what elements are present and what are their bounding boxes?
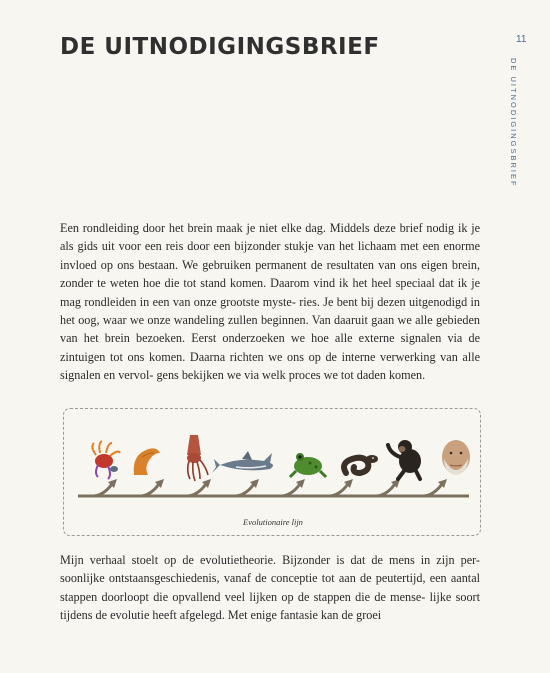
chimpanzee-icon <box>388 440 421 479</box>
figure-caption: Evolutionaire lijn <box>243 517 303 527</box>
step-arrows <box>94 484 442 496</box>
step-arrow <box>424 484 442 496</box>
page-title: DE UITNODIGINGSBRIEF <box>60 34 380 60</box>
step-arrow <box>377 484 395 496</box>
squid-icon <box>187 435 208 481</box>
snake-icon <box>344 455 378 473</box>
evolution-paragraph <box>60 551 480 625</box>
step-arrow <box>141 484 159 496</box>
text-line: soonlijke ontstaansgeschiedenis, vanaf de conceptie tot aan de peutertijd, een <box>60 571 447 586</box>
text-line: beginnen. Van daaruit gaan we alle gebieden van het brein bezoeken. Eerst <box>60 313 480 346</box>
step-arrow <box>282 484 300 496</box>
text-line: aantal stappen doorloopt die opvallend veel lijken op de stappen die de mense- <box>60 571 480 604</box>
shark-icon <box>212 451 273 473</box>
step-arrow <box>188 484 206 496</box>
text-line: ik je als gids uit voor een reis door een bijzonder stukje van het lichaam met <box>60 221 481 254</box>
step-arrow <box>236 484 254 496</box>
sea-slug-icon <box>92 441 120 479</box>
page-number: 11 <box>516 34 527 45</box>
text-line: Mijn verhaal stoelt op de evolutietheorie. Bijzonder is dat de mens in zijn per- <box>60 553 480 567</box>
intro-paragraph <box>60 219 480 385</box>
step-arrow <box>94 484 112 496</box>
text-line: Daarna richten we ons op de interne verwerking van alle signalen en vervol- <box>60 349 481 383</box>
frog-icon <box>290 453 326 477</box>
text-line: gens bekijken we via welk proces we tot daden komen. <box>156 368 426 383</box>
evolution-figure <box>63 408 481 536</box>
human-icon <box>442 440 470 475</box>
text-line: onderzoeken we hoe alle externe signalen via de zintuigen tot ons komen. <box>60 331 480 364</box>
text-line: ries. Je bent bij dezen uitgenodigd in het oog, waar we onze wandeling zullen <box>60 294 481 328</box>
text-line: Een rondleiding door het brein maak je niet elke dag. Middels deze brief nodig <box>60 221 455 235</box>
running-head: DE UITNODIGINGSBRIEF <box>509 58 518 188</box>
worm-icon <box>134 448 160 475</box>
text-line: een enorme invloed op ons bestaan. We gebruiken permanent de resultaten <box>60 239 481 272</box>
text-line: ik het heel speciaal dat ik je mag rondleiden in een van onze grootste myste- <box>60 276 480 309</box>
text-line: van ons eigen brein, zonder te weten hoe die tot stand komen. Daarom vind <box>60 257 480 291</box>
text-line: lijke soort tijdens de evolutie heeft afgelegd. Met enige fantasie kan de groei <box>60 589 480 623</box>
step-arrow <box>330 484 348 496</box>
